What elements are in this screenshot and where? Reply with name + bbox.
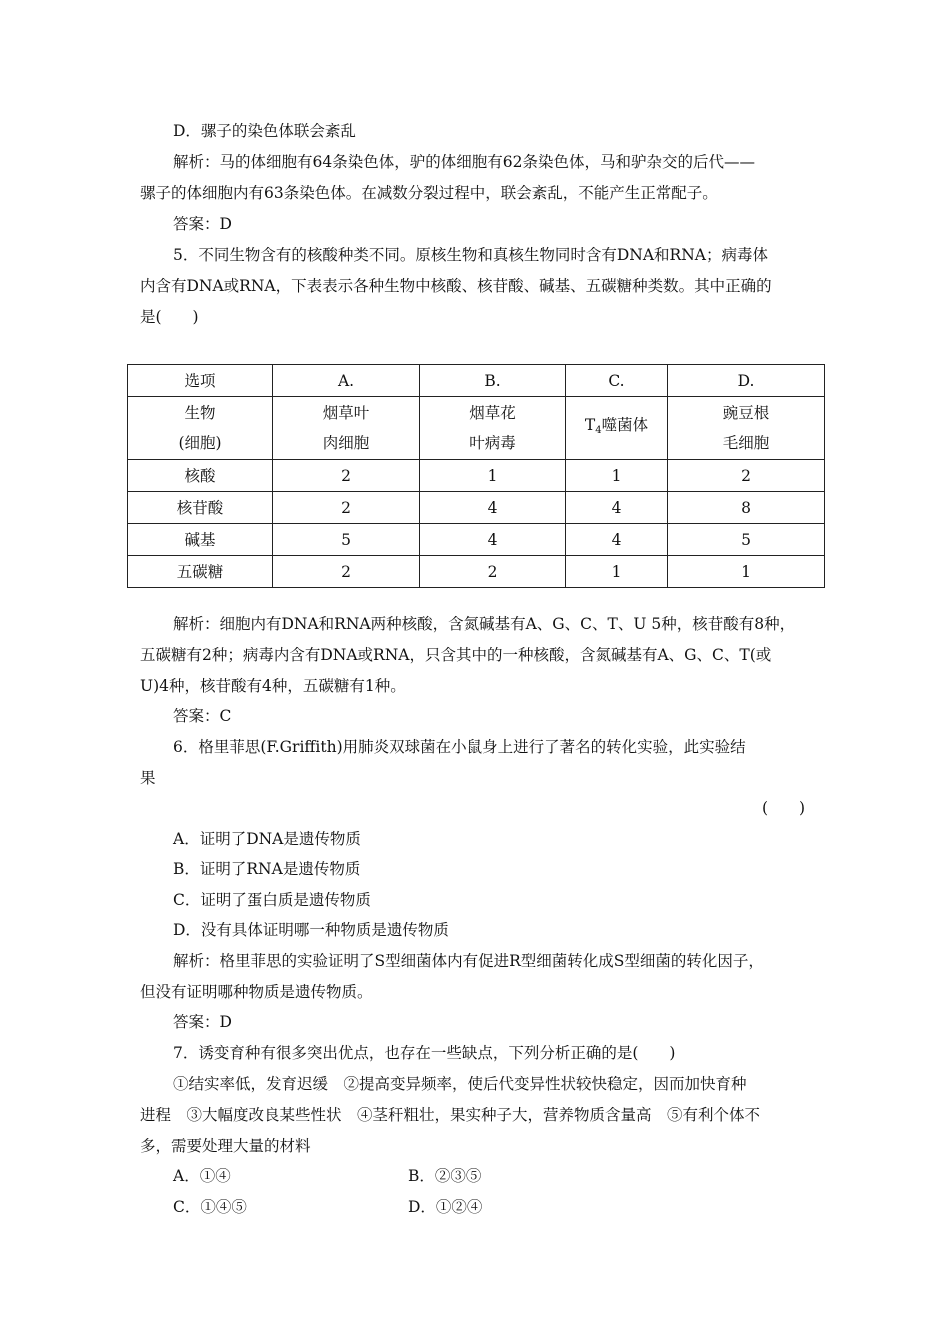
table-cell: 4 xyxy=(566,492,668,524)
table-cell: 5 xyxy=(668,524,825,556)
q5-stem-line-3: 是( ) xyxy=(140,308,199,326)
q6-answer: 答案：D xyxy=(173,1013,232,1031)
table-cell: 8 xyxy=(668,492,825,524)
q6-option-b: B．证明了RNA是遗传物质 xyxy=(173,860,361,878)
q5-analysis-line-3: U)4种，核苷酸有4种，五碳糖有1种。 xyxy=(140,677,406,695)
table-cell: 4 xyxy=(420,524,566,556)
q7-stem: 7．诱变育种有很多突出优点，也存在一些缺点，下列分析正确的是( ) xyxy=(173,1044,676,1062)
q7-option-c: C．①④⑤ xyxy=(173,1198,247,1216)
table-row-label: 五碳糖 xyxy=(128,556,273,588)
table-row-label: 核酸 xyxy=(128,460,273,492)
table-cell: 2 xyxy=(420,556,566,588)
table-cell: 2 xyxy=(273,556,420,588)
table-row-label: 核苷酸 xyxy=(128,492,273,524)
q4-analysis-line-2: 骡子的体细胞内有63条染色体。在减数分裂过程中，联会紊乱，不能产生正常配子。 xyxy=(140,184,718,202)
q7-option-a: A．①④ xyxy=(173,1167,231,1185)
q6-analysis-line-1: 解析：格里菲思的实验证明了S型细菌体内有促进R型细菌转化成S型细菌的转化因子， xyxy=(173,952,764,970)
organism-b-line-2: 叶病毒 xyxy=(469,434,516,452)
table-cell: 1 xyxy=(566,460,668,492)
q7-items-line-1: ①结实率低，发育迟缓 ②提高变异频率，使后代变异性状较快稳定，因而加快育种 xyxy=(173,1075,747,1093)
q7-items-line-2: 进程 ③大幅度改良某些性状 ④茎秆粗壮，果实种子大，营养物质含量高 ⑤有利个体不 xyxy=(140,1106,761,1124)
q5-analysis-line-1: 解析：细胞内有DNA和RNA两种核酸，含氮碱基有A、G、C、T、U 5种，核苷酸有8种， xyxy=(173,615,796,633)
table-cell: 2 xyxy=(273,460,420,492)
organism-d-line-2: 毛细胞 xyxy=(722,434,770,452)
table-cell: 1 xyxy=(420,460,566,492)
table-row xyxy=(128,524,825,556)
table-header-row xyxy=(128,365,825,397)
q7-items-line-3: 多，需要处理大量的材料 xyxy=(140,1137,311,1155)
table-cell: 1 xyxy=(566,556,668,588)
q7-option-d: D．①②④ xyxy=(408,1198,483,1216)
organism-d-line-1: 豌豆根 xyxy=(722,404,770,422)
table-row-label xyxy=(128,397,273,460)
table-cell: 2 xyxy=(273,492,420,524)
table-cell xyxy=(273,397,420,460)
table-cell: 5 xyxy=(273,524,420,556)
table-header-cell: B. xyxy=(420,365,566,397)
table-cell xyxy=(420,397,566,460)
organism-label-line-1: 生物 xyxy=(184,404,216,422)
q6-answer-paren: ( ) xyxy=(762,799,806,817)
q6-stem-line-2: 果 xyxy=(140,769,156,787)
table-header-cell: 选项 xyxy=(128,365,273,397)
table-cell: 2 xyxy=(668,460,825,492)
q4-analysis-line-1: 解析：马的体细胞有64条染色体，驴的体细胞有62条染色体，马和驴杂交的后代—— xyxy=(173,153,755,171)
table-row xyxy=(128,556,825,588)
table-row xyxy=(128,492,825,524)
organism-label-line-2: (细胞) xyxy=(178,434,222,452)
q6-analysis-line-2: 但没有证明哪种物质是遗传物质。 xyxy=(140,983,373,1001)
table-row xyxy=(128,460,825,492)
table-cell: 4 xyxy=(420,492,566,524)
table-row-label: 碱基 xyxy=(128,524,273,556)
q6-option-d: D．没有具体证明哪一种物质是遗传物质 xyxy=(173,921,449,939)
q6-option-c: C．证明了蛋白质是遗传物质 xyxy=(173,891,371,909)
q5-stem-line-2: 内含有DNA或RNA，下表表示各种生物中核酸、核苷酸、碱基、五碳糖种类数。其中正确的 xyxy=(140,277,772,295)
table-cell xyxy=(566,397,668,460)
q6-option-a: A．证明了DNA是遗传物质 xyxy=(173,830,361,848)
organism-c-subscript: 4 xyxy=(595,425,602,436)
q7-option-b: B．②③⑤ xyxy=(408,1167,482,1185)
organism-c-phage: 噬菌体 xyxy=(601,416,649,434)
table-cell: 1 xyxy=(668,556,825,588)
table-cell: 4 xyxy=(566,524,668,556)
q5-stem-line-1: 5．不同生物含有的核酸种类不同。原核生物和真核生物同时含有DNA和RNA；病毒体 xyxy=(173,246,768,264)
organism-a-line-1: 烟草叶 xyxy=(322,404,370,422)
table-cell xyxy=(668,397,825,460)
q5-table xyxy=(127,364,825,588)
table-header-cell: D. xyxy=(668,365,825,397)
q5-answer: 答案：C xyxy=(173,707,232,725)
q6-stem-line-1: 6．格里菲思(F.Griffith)用肺炎双球菌在小鼠身上进行了著名的转化实验，此实验结 xyxy=(173,738,746,756)
table-header-cell: C. xyxy=(566,365,668,397)
table-organism-row xyxy=(128,397,825,460)
organism-a-line-2: 肉细胞 xyxy=(322,434,370,452)
q5-analysis-line-2: 五碳糖有2种；病毒内含有DNA或RNA，只含其中的一种核酸，含氮碱基有A、G、C、T(或 xyxy=(140,646,772,664)
q4-option-d: D．骡子的染色体联会紊乱 xyxy=(173,122,356,140)
organism-b-line-1: 烟草花 xyxy=(469,404,516,422)
q4-answer: 答案：D xyxy=(173,215,232,233)
table-header-cell: A. xyxy=(273,365,420,397)
organism-c-t: T xyxy=(584,416,596,434)
